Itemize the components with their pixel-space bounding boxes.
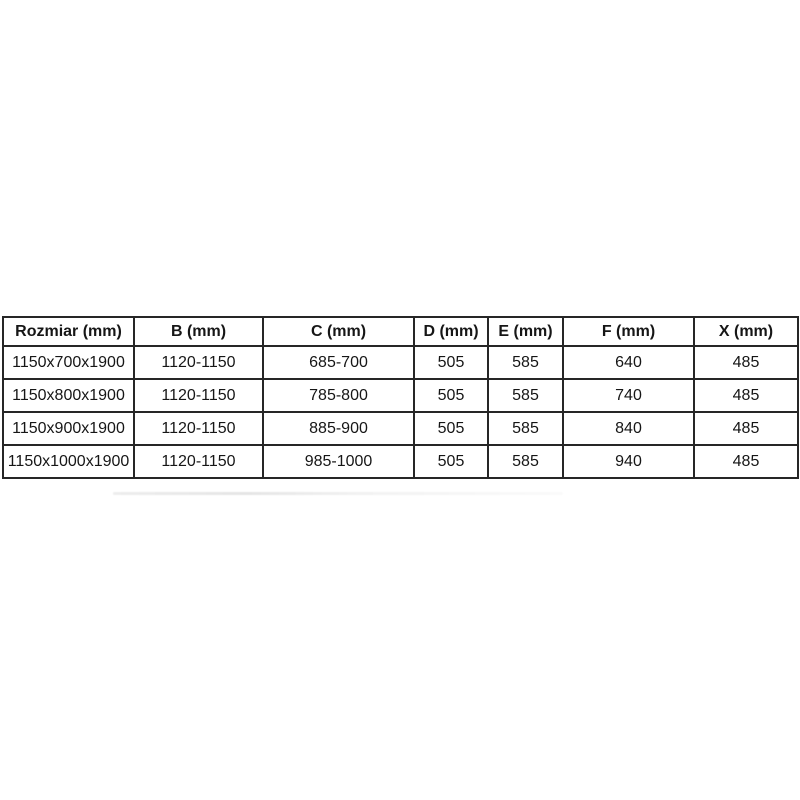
dimensions-table bbox=[2, 316, 799, 479]
column-header-b: B (mm) bbox=[134, 317, 263, 346]
column-header-e: E (mm) bbox=[488, 317, 563, 346]
cell-e: 585 bbox=[488, 412, 563, 445]
cell-x: 485 bbox=[694, 346, 798, 379]
cell-f: 640 bbox=[563, 346, 694, 379]
column-header-rozmiar: Rozmiar (mm) bbox=[3, 317, 134, 346]
cell-d: 505 bbox=[414, 346, 488, 379]
table-row bbox=[3, 346, 798, 379]
cell-x: 485 bbox=[694, 445, 798, 478]
cell-x: 485 bbox=[694, 412, 798, 445]
table-header-row bbox=[3, 317, 798, 346]
column-header-f: F (mm) bbox=[563, 317, 694, 346]
cell-f: 840 bbox=[563, 412, 694, 445]
cell-rozmiar: 1150x1000x1900 bbox=[3, 445, 134, 478]
compression-artifact bbox=[113, 492, 563, 495]
cell-e: 585 bbox=[488, 445, 563, 478]
cell-b: 1120-1150 bbox=[134, 445, 263, 478]
cell-c: 985-1000 bbox=[263, 445, 414, 478]
cell-c: 785-800 bbox=[263, 379, 414, 412]
table-row bbox=[3, 412, 798, 445]
cell-x: 485 bbox=[694, 379, 798, 412]
cell-rozmiar: 1150x700x1900 bbox=[3, 346, 134, 379]
cell-c: 885-900 bbox=[263, 412, 414, 445]
column-header-d: D (mm) bbox=[414, 317, 488, 346]
column-header-x: X (mm) bbox=[694, 317, 798, 346]
cell-d: 505 bbox=[414, 379, 488, 412]
table-row bbox=[3, 445, 798, 478]
cell-f: 740 bbox=[563, 379, 694, 412]
cell-e: 585 bbox=[488, 379, 563, 412]
cell-d: 505 bbox=[414, 412, 488, 445]
cell-b: 1120-1150 bbox=[134, 412, 263, 445]
cell-b: 1120-1150 bbox=[134, 346, 263, 379]
cell-b: 1120-1150 bbox=[134, 379, 263, 412]
column-header-c: C (mm) bbox=[263, 317, 414, 346]
cell-rozmiar: 1150x900x1900 bbox=[3, 412, 134, 445]
table-row bbox=[3, 379, 798, 412]
cell-f: 940 bbox=[563, 445, 694, 478]
cell-rozmiar: 1150x800x1900 bbox=[3, 379, 134, 412]
cell-d: 505 bbox=[414, 445, 488, 478]
cell-e: 585 bbox=[488, 346, 563, 379]
cell-c: 685-700 bbox=[263, 346, 414, 379]
